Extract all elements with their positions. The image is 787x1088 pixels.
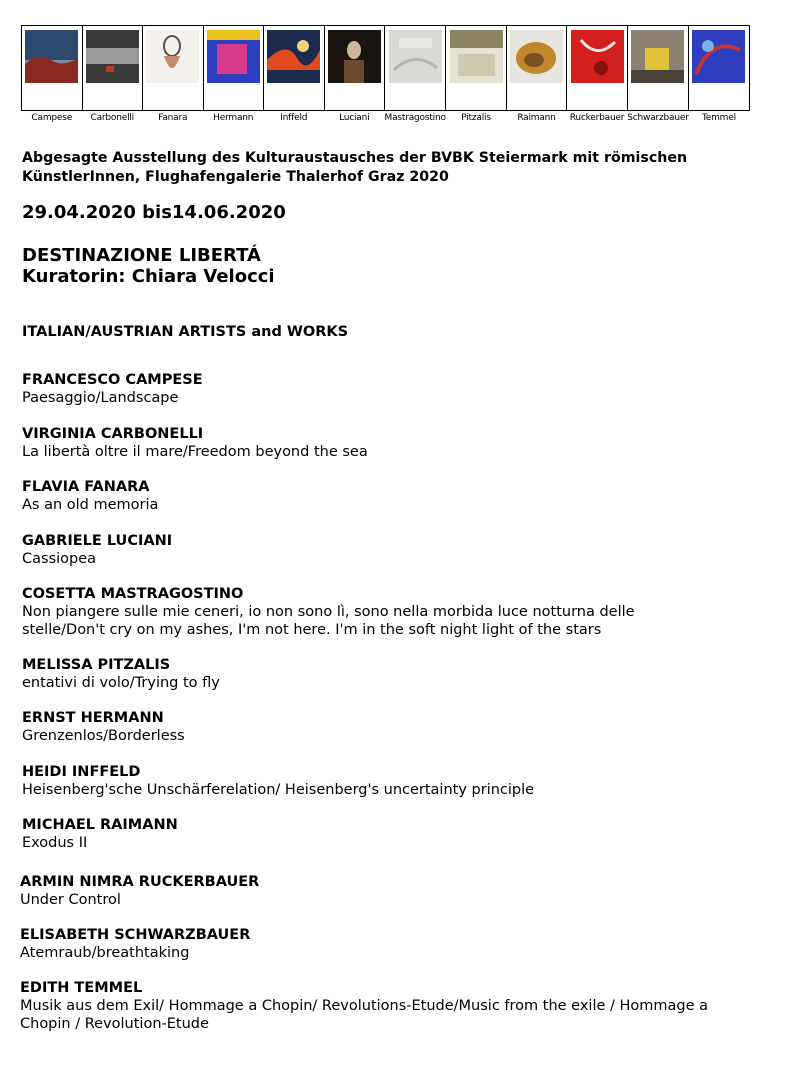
artist-entry [22,585,682,639]
thumbnail-cell-pitzalis[interactable] [446,26,507,111]
thumbnail-caption: Pitzalis [461,113,491,123]
yellow-industrial-thumbnail [631,30,684,83]
artist-entry [22,425,767,461]
thumbnail-caption: Hermann [213,113,254,123]
artist-entry [22,709,767,745]
exhibition-heading: Abgesagte Ausstellung des Kulturaustausches der BVBK Steiermark mit römischen KünstlerInnen, Flughafengalerie Thalerhof Graz 2020 [22,150,688,185]
thumbnail-caption: Campese [31,113,73,123]
show-title: DESTINAZIONE LIBERTÁ [22,245,261,266]
thumbnail-row [22,26,750,111]
artwork-title: Atemraub/breathtaking [20,945,190,961]
thumbnail-caption: Schwarzbauer [627,113,689,123]
artist-name: HEIDI INFFELD [22,764,141,780]
artist-name: ELISABETH SCHWARZBAUER [20,927,251,943]
thumbnail-caption: Raimann [517,113,556,123]
artist-entry [22,656,767,692]
dark-figure-thumbnail [328,30,381,83]
artist-name: FRANCESCO CAMPESE [22,372,203,388]
landscape-painting-thumbnail [25,30,78,83]
artwork-title: Paesaggio/Landscape [22,390,179,406]
artist-entry [22,763,767,799]
thumbnail-cell-inffeld[interactable] [264,26,325,111]
thumbnail-cell-hermann[interactable] [203,26,264,111]
abstract-colorful-thumbnail [207,30,260,83]
thumbnail-cell-ruckerbauer[interactable] [567,26,628,111]
artist-name: COSETTA MASTRAGOSTINO [22,586,244,602]
light-drawing-thumbnail [450,30,503,83]
artwork-title: Non piangere sulle mie ceneri, io non sono lì, sono nella morbida luce notturna delle stelle/Don't cry on my ashes, I'm not here. I'm in the soft night light of the stars [22,604,635,638]
thumbnail-cell-carbonelli[interactable] [82,26,143,111]
thumbnail-cell-campese[interactable] [22,26,83,111]
show-title-block [22,245,275,287]
curator-line: Kuratorin: Chiara Velocci [22,266,275,287]
artwork-title: La libertà oltre il mare/Freedom beyond the sea [22,444,368,460]
thumbnail-caption: Inffeld [280,113,308,123]
artist-entry [22,478,767,514]
artist-name: MELISSA PITZALIS [22,657,171,673]
stone-object-thumbnail [510,30,563,83]
caption-row [22,111,750,127]
artist-name: VIRGINIA CARBONELLI [22,426,204,442]
artwork-title: As an old memoria [22,497,159,513]
thumbnail-cell-temmel[interactable] [689,26,750,111]
thumbnail-caption: Fanara [158,113,188,123]
blue-abstract-thumbnail [692,30,745,83]
artist-entry [20,873,765,909]
artwork-title: Under Control [20,892,121,908]
artwork-title: Cassiopea [22,551,97,567]
artist-entry [22,816,767,852]
thumbnail-cell-luciani[interactable] [324,26,385,111]
artwork-title: Grenzenlos/Borderless [22,728,185,744]
artist-name: GABRIELE LUCIANI [22,533,173,549]
figure-sketch-thumbnail [146,30,199,83]
artist-name: MICHAEL RAIMANN [22,817,178,833]
thumbnail-cell-mastragostino[interactable] [385,26,446,111]
sea-painting-thumbnail [86,30,139,83]
abstract-fire-thumbnail [267,30,320,83]
artist-entry [20,979,760,1033]
thumbnail-caption: Mastragostino [384,113,446,123]
artist-entry [20,926,765,962]
artist-name: FLAVIA FANARA [22,479,150,495]
artwork-title: Exodus II [22,835,88,851]
artwork-title: Musik aus dem Exil/ Hommage a Chopin/ Revolutions-Etude/Music from the exile / Hommage a Chopin / Revolution-Etude [20,998,709,1032]
thumbnail-cell-schwarzbauer[interactable] [627,26,688,111]
artist-entry [22,532,767,568]
artwork-title: Heisenberg'sche Unschärferelation/ Heisenberg's uncertainty principle [22,782,535,798]
thumbnail-strip [21,25,750,126]
section-title: ITALIAN/AUSTRIAN ARTISTS and WORKS [22,324,349,340]
thumbnail-caption: Ruckerbauer [569,113,625,123]
red-abstract-thumbnail [571,30,624,83]
thumbnail-cell-raimann[interactable] [506,26,567,111]
thumbnail-caption: Temmel [702,113,736,123]
artist-entry [22,371,767,407]
exhibition-dates: 29.04.2020 bis14.06.2020 [22,202,286,223]
artist-name: ARMIN NIMRA RUCKERBAUER [20,874,260,890]
thumbnail-caption: Luciani [339,113,370,123]
artist-name: EDITH TEMMEL [20,980,143,996]
thumbnail-caption: Carbonelli [90,113,134,123]
artwork-title: entativi di volo/Trying to fly [22,675,220,691]
pale-grey-thumbnail [389,30,442,83]
artist-name: ERNST HERMANN [22,710,164,726]
thumbnail-cell-fanara[interactable] [143,26,204,111]
